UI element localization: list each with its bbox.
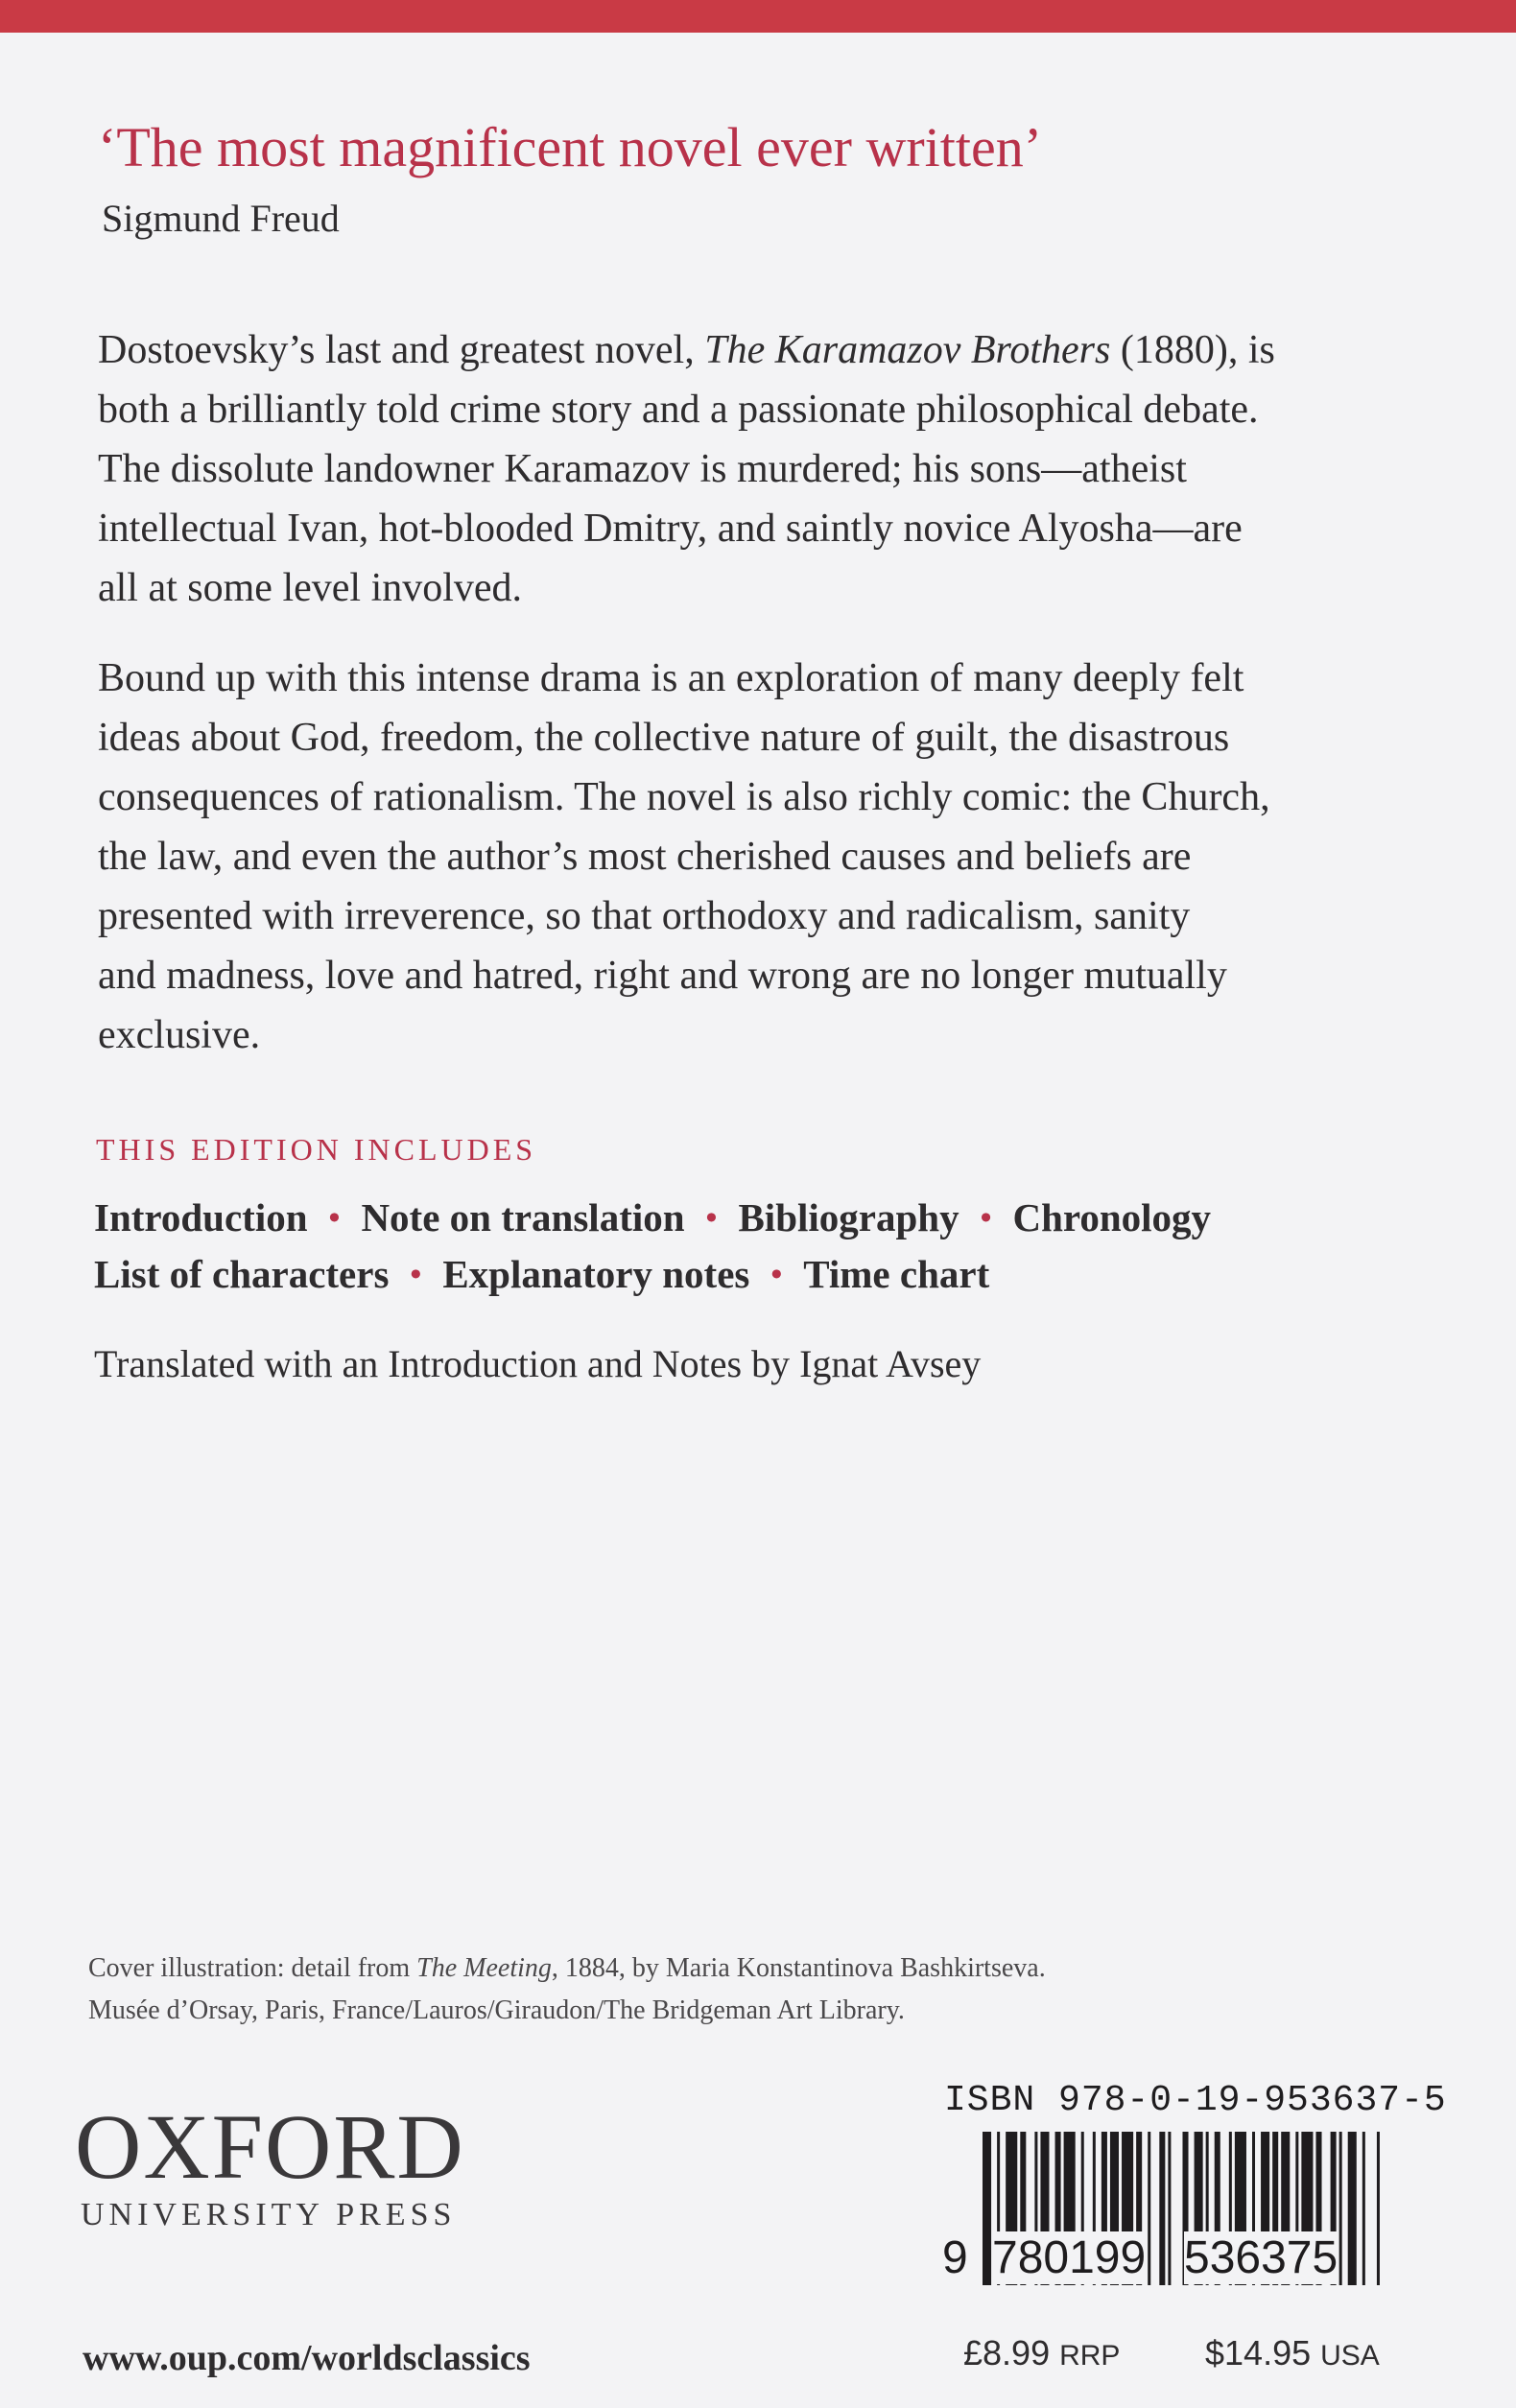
paragraph-line: both a brilliantly told crime story and a passionate philosophical debate. (98, 388, 1259, 432)
edition-includes-heading: THIS EDITION INCLUDES (96, 1132, 537, 1167)
price-usd-unit: USA (1320, 2340, 1380, 2372)
description-paragraph-1 (98, 320, 1441, 618)
bullet-icon: • (328, 1200, 341, 1236)
paragraph-line: Bound up with this intense drama is an exploration of many deeply felt (98, 656, 1244, 700)
include-item: List of characters (94, 1252, 390, 1296)
description-paragraph-2 (98, 649, 1441, 1065)
paragraph-line: intellectual Ivan, hot-blooded Dmitry, and saintly novice Alyosha—are (98, 507, 1243, 551)
publisher-url: www.oup.com/worldsclassics (83, 2338, 531, 2378)
oxford-logo: OXFORD (75, 2095, 465, 2198)
bullet-icon: • (980, 1200, 992, 1236)
oxford-logo-subtitle: UNIVERSITY PRESS (81, 2197, 457, 2232)
paragraph-line: presented with irreverence, so that orthodoxy and radicalism, sanity (98, 894, 1191, 938)
price-gbp-unit: RRP (1059, 2340, 1121, 2372)
price-usd: $14.95 USA (1205, 2333, 1380, 2373)
include-item: Explanatory notes (442, 1252, 750, 1296)
bullet-icon: • (705, 1200, 718, 1236)
barcode-right-digits: 536375 (1184, 2232, 1338, 2283)
paragraph-line: The dissolute landowner Karamazov is murdered; his sons—atheist (98, 447, 1187, 491)
isbn-label: ISBN 978-0-19-953637-5 (944, 2080, 1447, 2121)
includes-row-1 (94, 1190, 1437, 1246)
artwork-title: The Meeting (416, 1953, 552, 1983)
quote-author: Sigmund Freud (102, 197, 340, 240)
paragraph-line: exclusive. (98, 1013, 261, 1057)
edition-includes-list (94, 1190, 1437, 1303)
barcode-digits (942, 2231, 1393, 2289)
bullet-icon: • (410, 1257, 422, 1292)
top-red-band (0, 0, 1516, 33)
include-item: Introduction (94, 1195, 308, 1239)
paragraph-line: and madness, love and hatred, right and wrong are no longer mutually (98, 954, 1227, 998)
paragraph-line: ideas about God, freedom, the collective nature of guilt, the disastrous (98, 716, 1230, 760)
credit-line-1: Cover illustration: detail from The Meeting, 1884, by Maria Konstantinova Bashkirtseva. (88, 1953, 1046, 1983)
bullet-icon: • (770, 1257, 783, 1292)
include-item: Time chart (803, 1252, 990, 1296)
barcode-lead-digit: 9 (942, 2232, 968, 2283)
credit-line-2: Musée d’Orsay, Paris, France/Lauros/Giraudon/The Bridgeman Art Library. (88, 1995, 905, 2025)
book-title: The Karamazov Brothers (704, 328, 1111, 372)
include-item: Chronology (1012, 1195, 1212, 1239)
translator-credit: Translated with an Introduction and Notes by Ignat Avsey (94, 1342, 982, 1385)
paragraph-line: Dostoevsky’s last and greatest novel, The Karamazov Brothers (1880), is (98, 328, 1275, 372)
paragraph-line: the law, and even the author’s most cherished causes and beliefs are (98, 835, 1192, 879)
price-gbp: £8.99 RRP (963, 2333, 1121, 2373)
pull-quote: ‘The most magnificent novel ever written’ (98, 116, 1043, 178)
includes-row-2 (94, 1246, 1437, 1303)
paragraph-line: all at some level involved. (98, 566, 523, 610)
barcode-left-digits: 780199 (992, 2232, 1147, 2283)
cover-illustration-credit (88, 1948, 1336, 2032)
include-item: Bibliography (738, 1195, 959, 1239)
include-item: Note on translation (361, 1195, 685, 1239)
paragraph-line: consequences of rationalism. The novel is also richly comic: the Church, (98, 775, 1270, 819)
